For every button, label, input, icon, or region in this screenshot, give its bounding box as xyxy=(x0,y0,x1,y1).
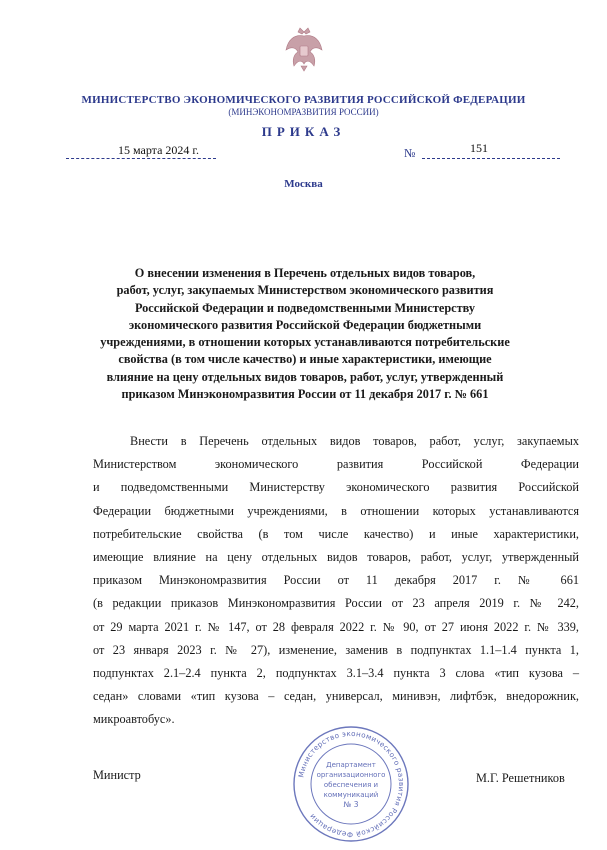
body-line: потребительские свойства (в том числе качество) и иные характеристики, xyxy=(93,526,579,541)
body-line: от 29 марта 2021 г. № 147, от 28 февраля 2022 г. № 90, от 27 июня 2022 г. № 339, xyxy=(93,619,579,634)
date-underline xyxy=(66,158,216,159)
number-underline xyxy=(422,158,560,159)
body-line: приказом Минэкономразвития России от 11 декабря 2017 г. № 661 xyxy=(93,573,579,588)
stamp-line: обеспечения и xyxy=(323,781,379,789)
body-line: Внести в Перечень отдельных видов товаров, работ, услуг, закупаемых xyxy=(130,434,579,448)
body-line: Федерации бюджетными учреждениями, в отношении которых устанавливаются xyxy=(93,503,579,518)
heading-line: работ, услуг, закупаемых Министерством экономического развития xyxy=(116,283,494,298)
issue-city: Москва xyxy=(284,178,323,190)
body-line: подпунктах 2.1–2.4 пункта 2, подпунктах 3.1–3.4 пункта 3 слова «тип кузова – xyxy=(93,666,579,681)
stamp-line: № 3 xyxy=(343,800,359,809)
heading-line: учреждениями, в отношении которых устанавливаются потребительские xyxy=(100,335,510,350)
body-line: и подведомственными Министерству экономического развития Российской xyxy=(93,480,579,495)
stamp-line: коммуникаций xyxy=(323,791,379,799)
heading-line: Российской Федерации и подведомственными Министерству xyxy=(134,300,476,315)
document-type-title: ПРИКАЗ xyxy=(261,124,346,139)
body-line: микроавтобус». xyxy=(93,712,175,727)
official-stamp-icon xyxy=(292,725,410,843)
order-heading xyxy=(90,265,520,403)
signer-title: Министр xyxy=(93,768,141,782)
body-line: седан» словами «тип кузова – седан, универсал, минивэн, лифтбэк, внедорожник, xyxy=(93,689,579,704)
body-line: от 23 января 2023 г. № 27), изменение, заменив в подпунктах 1.1–1.4 пункта 1, xyxy=(93,642,579,657)
body-line: имеющие влияние на цену отдельных видов товаров, работ, услуг, утвержденный xyxy=(93,550,579,565)
stamp-line: организационного xyxy=(316,771,386,779)
body-line: Министерством экономического развития Российской Федерации xyxy=(93,457,579,472)
stamp-line: Департамент xyxy=(326,761,376,769)
signer-name: М.Г. Решетников xyxy=(476,771,565,785)
heading-line: влияние на цену отдельных видов товаров, работ, услуг, утвержденный xyxy=(106,369,504,384)
order-number: 151 xyxy=(470,141,488,155)
heading-line: свойства (в том числе качество) и иные характеристики, имеющие xyxy=(118,352,492,367)
number-sign: № xyxy=(404,146,416,160)
order-body xyxy=(93,430,579,732)
order-date: 15 марта 2024 г. xyxy=(118,143,199,157)
heading-line: приказом Минэкономразвития России от 11 декабря 2017 г. № 661 xyxy=(121,387,489,402)
heading-line: О внесении изменения в Перечень отдельных видов товаров, xyxy=(134,266,476,280)
stamp-outer-text: Министерство экономического развития Российской Федерации xyxy=(296,728,407,840)
heading-line: экономического развития Российской Федерации бюджетными xyxy=(128,317,482,332)
ministry-name: МИНИСТЕРСТВО ЭКОНОМИЧЕСКОГО РАЗВИТИЯ РОССИЙСКОЙ ФЕДЕРАЦИИ xyxy=(81,94,526,106)
russian-coat-of-arms-icon xyxy=(284,26,324,72)
ministry-short-name: (МИНЭКОНОМРАЗВИТИЯ РОССИИ) xyxy=(228,107,379,117)
body-line: (в редакции приказов Минэкономразвития России от 23 апреля 2019 г. № 242, xyxy=(93,596,579,611)
